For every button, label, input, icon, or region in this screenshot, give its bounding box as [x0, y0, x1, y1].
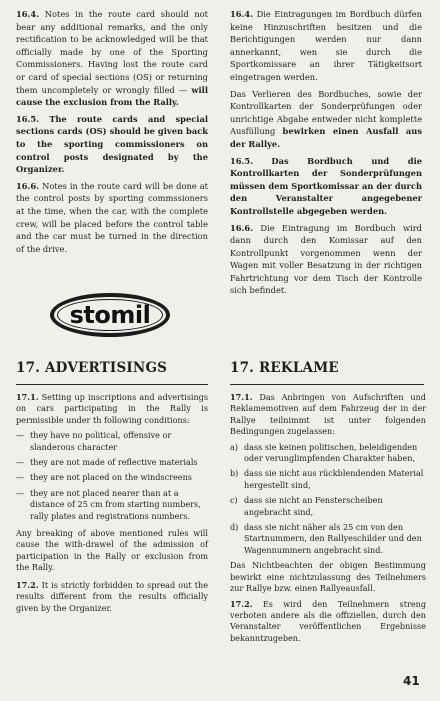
paragraph-number: 17.2.	[230, 598, 253, 609]
list-item-text: dass sie nicht näher als 25 cm von den Startnummern, den Rallyeschilder und den Wagennummern angebracht sind.	[244, 522, 422, 555]
conditions-list-en	[16, 430, 208, 522]
paragraph-text: Das Verlieren des Bordbuches, sowie der Kontrollkarten der Sonderprüfungen oder unrichtige Abgabe entweder nicht komplette Ausfüllung	[230, 88, 422, 137]
paragraph-text: Setting up inscriptions and advertisings on cars participating in the Rally is permissible under th following conditions:	[16, 392, 208, 425]
left-column-top	[16, 8, 208, 259]
list-marker: —	[16, 430, 25, 441]
list-item	[16, 488, 208, 522]
logo-outer-oval	[50, 293, 170, 337]
paragraph-bold-text: will cause the exclusion from the Rally.	[16, 84, 208, 108]
paragraph-number: 16.6.	[16, 180, 40, 191]
paragraph-17-2-de	[230, 599, 426, 645]
list-item	[230, 468, 426, 491]
list-item	[230, 442, 426, 465]
conditions-list-de	[230, 442, 426, 557]
paragraph-text: Es wird den Teilnehmern streng verboten andere als die offiziellen, durch den Veranstalter veröffentlichen Ergebnisse bekanntzugeben.	[230, 598, 426, 643]
paragraph-16-5-de	[230, 155, 422, 218]
list-marker: —	[16, 472, 25, 483]
list-item-text: they are not placed nearer than at a distance of 25 cm from starting numbers, rally plates and registrations numbers.	[30, 487, 201, 521]
paragraph-17-1-de	[230, 392, 426, 438]
paragraph-number: 17.1.	[230, 392, 253, 402]
list-marker: c)	[230, 495, 238, 506]
paragraph-breaking-rules-en: Any breaking of above mentioned rules will cause the with-drawel of the admission of participation in the Rally or exclusion from the Rally.	[16, 528, 208, 573]
list-item-text: they have no political, offensive or slanderous character	[30, 430, 172, 452]
paragraph-17-2-en	[16, 580, 208, 614]
paragraph-bold-text: Das Bordbuch und die Kontrollkarten der Sonderprüfungen müssen dem Sportkomissar an der durch den Veranstalter angegebener Kontrollstelle abgegeben werden.	[230, 155, 422, 216]
paragraph-number: 17.2.	[16, 579, 39, 590]
list-marker: —	[16, 487, 25, 498]
list-marker: b)	[230, 468, 239, 479]
paragraph-text: Notes in the route card will be done at the control posts by sporting commssioners at the time, when the car, with the complete crew, will be placed before the control table and the car must be turned in the direction of the drive.	[16, 180, 208, 254]
paragraph-text: It is strictly forbidden to spread out the results different from the results officially given by the Organizer.	[16, 579, 208, 613]
paragraph-number: 16.6.	[230, 222, 254, 233]
paragraph-16-6-de	[230, 222, 422, 298]
right-column-top	[230, 8, 422, 301]
paragraph-text: Die Eintragungen im Bordbuch dürfen keine Hinzuschriften besitzen und die Berichtigungen werden nur dann annerkannt, wen sie durch die Sportkomissare an ihrer Tätigkeitsort eingetragen werden.	[230, 9, 422, 82]
section-rule-right	[230, 384, 424, 385]
section-title-advertisings: 17. ADVERTISINGS	[16, 360, 168, 376]
paragraph-bold-text: bewirken einen Ausfall aus der Rallye.	[230, 126, 422, 149]
paragraph-text: Notes in the route card should not bear any additional remarks, and the only rectification to be acknowledged will be that officially made by one of the Sporting Commissioners. Having lost the route card or card of special sections (OS) or returning them uncompletely or wrongly filled —	[16, 9, 208, 95]
right-column-bottom	[230, 392, 426, 648]
paragraph-number: 17.1.	[16, 392, 39, 402]
section-title-reklame: 17. REKLAME	[230, 360, 339, 376]
paragraph-16-6-en	[16, 180, 208, 256]
list-item	[16, 457, 208, 468]
paragraph-number: 16.4.	[230, 9, 254, 19]
paragraph-16-5-en	[16, 113, 208, 176]
list-item-text: dass sie keinen politischen, beleidigenden oder verunglimpfenden Charakter haben,	[244, 441, 418, 464]
paragraph-17-1-en	[16, 392, 208, 426]
paragraph-text: Das Anbringen von Aufschriften und Reklamemotiven auf dem Fahrzeug der in der Rallye teilnimmt ist unter folgenden Bedingungen zugelassen:	[230, 392, 426, 437]
logo-inner-oval	[57, 299, 163, 331]
list-item	[16, 430, 208, 453]
stomil-logo	[50, 293, 170, 337]
paragraph-text: Die Eintragung im Bordbuch wird dann durch den Komissar auf den Kontrollpunkt vorgenommen wenn der Wagen mit voller Besatzung in der richtigen Fahrtrichtung vor dem Tisch der Kontrolle sich befindet.	[230, 222, 422, 296]
list-item	[230, 522, 426, 556]
list-item-text: they are not placed on the windscreens	[30, 472, 192, 483]
list-item-text: they are not made of reflective materials	[30, 457, 198, 468]
paragraph-number: 16.5.	[16, 113, 40, 124]
list-item-text: dass sie nicht aus rückblendenden Material hergestellt sind,	[244, 468, 424, 490]
paragraph-16-4-de-cont	[230, 88, 422, 151]
list-marker: d)	[230, 522, 239, 533]
paragraph-number: 16.4.	[16, 9, 40, 19]
paragraph-16-4-de	[230, 8, 422, 84]
paragraph-bold-text: The route cards and special sections cards (OS) should be given back to the sporting commissioners on control posts designated by the Organizer.	[16, 113, 208, 175]
left-column-bottom	[16, 392, 208, 618]
paragraph-number: 16.5.	[230, 155, 254, 166]
list-marker: —	[16, 457, 25, 468]
list-item	[230, 495, 426, 518]
paragraph-nichtbeachten-de: Das Nichtbeachten der obigen Bestimmung bewirkt eine nichtzulassung des Teilnehmers zur Rallye bzw. einen Rallyeausfall.	[230, 560, 426, 594]
paragraph-16-4-en	[16, 8, 208, 109]
list-marker: a)	[230, 441, 238, 452]
logo-text: stomil	[69, 301, 151, 329]
section-rule-left	[16, 384, 208, 385]
list-item-text: dass sie nicht an Fensterscheiben angebracht sind,	[244, 495, 383, 517]
list-item	[16, 472, 208, 483]
page-number: 41	[403, 674, 420, 688]
